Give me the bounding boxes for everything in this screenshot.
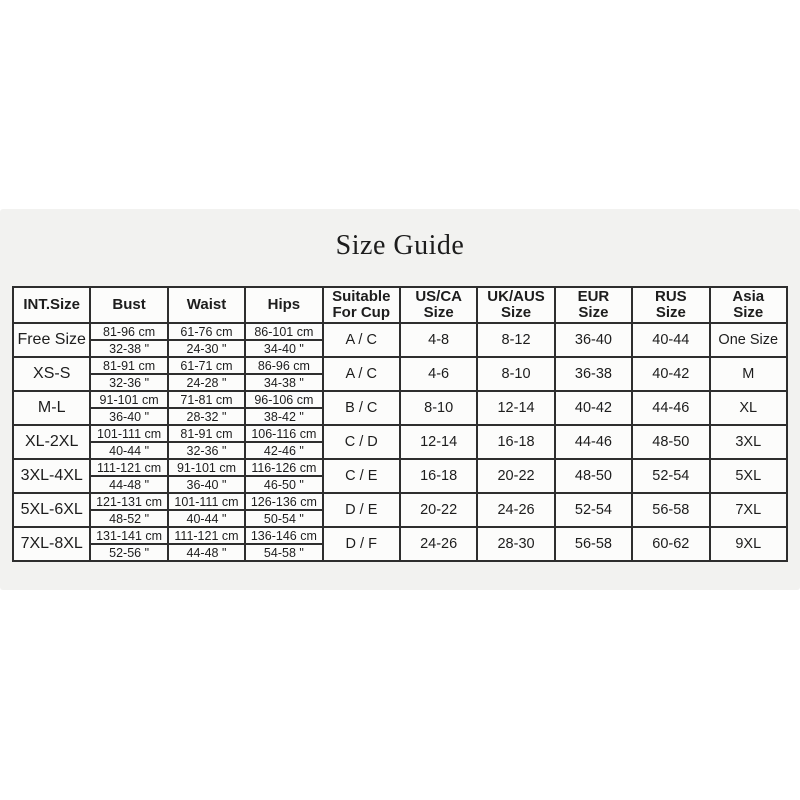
cell-hips-cm: 126-136 cm — [245, 493, 322, 510]
size-row — [13, 459, 787, 476]
cell-us_ca: 12-14 — [400, 425, 477, 459]
header-label-line: EUR — [577, 288, 610, 305]
cell-us_ca: 8-10 — [400, 391, 477, 425]
cell-rus: 44-46 — [632, 391, 709, 425]
cell-us_ca: 4-6 — [400, 357, 477, 391]
cell-uk_aus: 8-10 — [477, 357, 554, 391]
cell-bust-cm: 81-96 cm — [90, 323, 167, 340]
header-label-line: Bust — [112, 296, 146, 313]
header-cell-uk_aus — [477, 287, 554, 323]
cell-rus: 40-42 — [632, 357, 709, 391]
cell-hips-cm: 116-126 cm — [245, 459, 322, 476]
cell-waist-inch: 32-36 " — [168, 442, 245, 459]
cell-bust-cm: 91-101 cm — [90, 391, 167, 408]
header-label-line: Suitable — [332, 288, 391, 305]
cell-int-size: 3XL-4XL — [13, 459, 90, 493]
cell-rus: 60-62 — [632, 527, 709, 561]
cell-bust-inch: 48-52 " — [90, 510, 167, 527]
cell-int-size: M-L — [13, 391, 90, 425]
cell-asia: XL — [710, 391, 787, 425]
cell-waist-cm: 101-111 cm — [168, 493, 245, 510]
header-label-line: Waist — [186, 296, 227, 313]
size-row — [13, 323, 787, 340]
cell-eur: 36-38 — [555, 357, 632, 391]
cell-waist-cm: 61-71 cm — [168, 357, 245, 374]
cell-hips-inch: 50-54 " — [245, 510, 322, 527]
header-cell-int_size — [13, 287, 90, 323]
cell-bust-inch: 32-36 " — [90, 374, 167, 391]
cell-bust-cm: 121-131 cm — [90, 493, 167, 510]
cell-waist-cm: 81-91 cm — [168, 425, 245, 442]
cell-uk_aus: 24-26 — [477, 493, 554, 527]
cell-cup: A / C — [323, 357, 400, 391]
size-row — [13, 391, 787, 408]
cell-hips-inch: 34-40 " — [245, 340, 322, 357]
header-label-line: Size — [733, 304, 764, 321]
cell-eur: 56-58 — [555, 527, 632, 561]
cell-asia: 3XL — [710, 425, 787, 459]
header-row — [13, 287, 787, 323]
header-label-line: Asia — [732, 288, 765, 305]
cell-hips-inch: 34-38 " — [245, 374, 322, 391]
cell-int-size: XL-2XL — [13, 425, 90, 459]
cell-bust-inch: 52-56 " — [90, 544, 167, 561]
cell-asia: M — [710, 357, 787, 391]
cell-int-size: 5XL-6XL — [13, 493, 90, 527]
header-cell-us_ca — [400, 287, 477, 323]
cell-waist-inch: 24-28 " — [168, 374, 245, 391]
cell-cup: C / D — [323, 425, 400, 459]
header-label-line: RUS — [654, 288, 687, 305]
size-row — [13, 493, 787, 510]
cell-hips-cm: 136-146 cm — [245, 527, 322, 544]
cell-uk_aus: 12-14 — [477, 391, 554, 425]
cell-bust-inch: 44-48 " — [90, 476, 167, 493]
cell-hips-cm: 86-101 cm — [245, 323, 322, 340]
cell-cup: A / C — [323, 323, 400, 357]
cell-eur: 36-40 — [555, 323, 632, 357]
cell-bust-cm: 101-111 cm — [90, 425, 167, 442]
cell-eur: 48-50 — [555, 459, 632, 493]
cell-waist-cm: 91-101 cm — [168, 459, 245, 476]
cell-cup: D / F — [323, 527, 400, 561]
cell-us_ca: 24-26 — [400, 527, 477, 561]
cell-asia: 5XL — [710, 459, 787, 493]
table-header — [13, 287, 787, 323]
cell-rus: 56-58 — [632, 493, 709, 527]
size-row — [13, 425, 787, 442]
cell-waist-inch: 40-44 " — [168, 510, 245, 527]
header-label-line: Size — [655, 304, 686, 321]
cell-hips-inch: 54-58 " — [245, 544, 322, 561]
cell-eur: 40-42 — [555, 391, 632, 425]
header-cell-waist — [168, 287, 245, 323]
cell-waist-cm: 111-121 cm — [168, 527, 245, 544]
cell-cup: D / E — [323, 493, 400, 527]
cell-waist-cm: 61-76 cm — [168, 323, 245, 340]
cell-hips-inch: 42-46 " — [245, 442, 322, 459]
cell-asia: 7XL — [710, 493, 787, 527]
cell-waist-inch: 44-48 " — [168, 544, 245, 561]
header-label-line: Size — [423, 304, 454, 321]
header-label-line: INT.Size — [23, 296, 81, 313]
cell-bust-inch: 32-38 " — [90, 340, 167, 357]
cell-us_ca: 16-18 — [400, 459, 477, 493]
header-label-line: Size — [578, 304, 609, 321]
cell-uk_aus: 20-22 — [477, 459, 554, 493]
cell-waist-inch: 24-30 " — [168, 340, 245, 357]
size-guide-panel — [0, 209, 800, 590]
size-guide-table — [12, 286, 788, 562]
cell-cup: C / E — [323, 459, 400, 493]
cell-int-size: 7XL-8XL — [13, 527, 90, 561]
cell-rus: 52-54 — [632, 459, 709, 493]
cell-cup: B / C — [323, 391, 400, 425]
cell-bust-inch: 36-40 " — [90, 408, 167, 425]
header-cell-bust — [90, 287, 167, 323]
cell-int-size: XS-S — [13, 357, 90, 391]
cell-uk_aus: 8-12 — [477, 323, 554, 357]
cell-hips-cm: 106-116 cm — [245, 425, 322, 442]
cell-bust-cm: 131-141 cm — [90, 527, 167, 544]
header-cell-hips — [245, 287, 322, 323]
cell-waist-inch: 36-40 " — [168, 476, 245, 493]
cell-bust-cm: 81-91 cm — [90, 357, 167, 374]
cell-hips-inch: 38-42 " — [245, 408, 322, 425]
header-cell-asia — [710, 287, 787, 323]
cell-eur: 52-54 — [555, 493, 632, 527]
cell-waist-cm: 71-81 cm — [168, 391, 245, 408]
cell-us_ca: 4-8 — [400, 323, 477, 357]
header-label-line: UK/AUS — [487, 288, 545, 305]
cell-eur: 44-46 — [555, 425, 632, 459]
page-title: Size Guide — [335, 230, 465, 261]
cell-hips-cm: 96-106 cm — [245, 391, 322, 408]
header-label-line: Size — [501, 304, 532, 321]
size-row — [13, 527, 787, 544]
size-row — [13, 357, 787, 374]
cell-asia: 9XL — [710, 527, 787, 561]
header-cell-eur — [555, 287, 632, 323]
header-cell-cup — [323, 287, 400, 323]
header-label-line: US/CA — [415, 288, 462, 305]
cell-hips-cm: 86-96 cm — [245, 357, 322, 374]
cell-rus: 40-44 — [632, 323, 709, 357]
cell-bust-cm: 111-121 cm — [90, 459, 167, 476]
cell-rus: 48-50 — [632, 425, 709, 459]
cell-bust-inch: 40-44 " — [90, 442, 167, 459]
cell-int-size: Free Size — [13, 323, 90, 357]
cell-uk_aus: 16-18 — [477, 425, 554, 459]
header-cell-rus — [632, 287, 709, 323]
header-label-line: For Cup — [332, 304, 390, 321]
cell-us_ca: 20-22 — [400, 493, 477, 527]
cell-uk_aus: 28-30 — [477, 527, 554, 561]
cell-waist-inch: 28-32 " — [168, 408, 245, 425]
cell-asia: One Size — [710, 323, 787, 357]
table-body — [13, 323, 787, 561]
header-label-line: Hips — [267, 296, 301, 313]
cell-hips-inch: 46-50 " — [245, 476, 322, 493]
